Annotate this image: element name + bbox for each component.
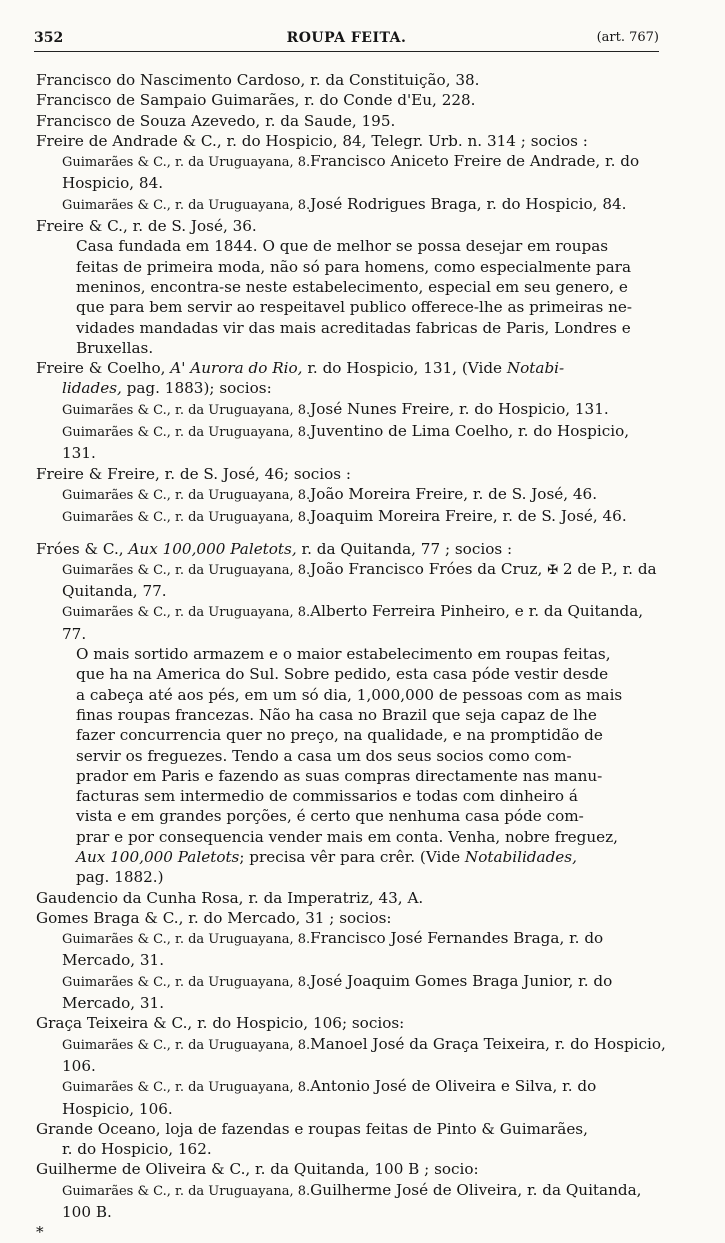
description-line: Casa fundada em 1844. O que de melhor se possa desejar em roupas	[76, 237, 609, 256]
partner-line	[62, 151, 666, 194]
partner-marker: Guimarães & C., r. da Uruguayana, 8.	[62, 562, 311, 578]
partner-text: Alberto Ferreira Pinheiro, e r. da Quitanda, 77.	[62, 602, 644, 643]
entry-name: Fróes & C.,	[36, 539, 124, 558]
partner-text: Manoel José da Graça Teixeira, r. do Hospicio, 106.	[62, 1034, 666, 1075]
partner-marker: Guimarães & C., r. da Uruguayana, 8.	[62, 197, 311, 213]
partner-text: José Joaquim Gomes Braga Junior, r. do Mercado, 31.	[62, 971, 613, 1013]
description-line: meninos, encontra-se neste estabelecimento, especial em seu genero, e	[76, 277, 628, 296]
entry: Gomes Braga & C., r. do Mercado, 31 ; socios:	[36, 908, 392, 927]
reference-title: lidades,	[62, 379, 122, 398]
partner-line	[62, 421, 666, 464]
article-reference: (art. 767)	[596, 30, 659, 45]
description-line: pag. 1882.)	[76, 868, 164, 887]
partner-text: João Moreira Freire, r. de S. José, 46.	[310, 484, 598, 503]
partner-text: José Rodrigues Braga, r. do Hospicio, 84.	[310, 194, 627, 213]
partner-marker: Guimarães & C., r. da Uruguayana, 8.	[62, 425, 311, 441]
partner-text: João Francisco Fróes da Cruz,	[310, 559, 543, 578]
partner-text: Juventino de Lima Coelho, r. do Hospicio, 131.	[62, 422, 630, 463]
description-line: feitas de primeira moda, não só para homens, como especialmente para	[76, 257, 631, 276]
entry: Francisco de Souza Azevedo, r. da Saude, 195.	[36, 111, 396, 130]
cross-symbol: ✠	[547, 562, 559, 578]
partner-marker: Guimarães & C., r. da Uruguayana, 8.	[62, 402, 311, 418]
page-content	[36, 70, 666, 1243]
description-line: vidades mandadas vir das mais acreditadas fabricas de Paris, Londres e	[76, 318, 631, 337]
description-line: facturas sem intermedio de commissarios e todas com dinheiro á	[76, 787, 578, 806]
partner-marker: Guimarães & C., r. da Uruguayana, 8.	[62, 1037, 311, 1053]
partner-line	[62, 484, 666, 506]
partner-marker: Guimarães & C., r. da Uruguayana, 8.	[62, 1183, 311, 1199]
partner-marker: Guimarães & C., r. da Uruguayana, 8.	[62, 605, 311, 621]
header-rule	[34, 51, 659, 52]
partner-marker: Guimarães & C., r. da Uruguayana, 8.	[62, 155, 311, 171]
entry: Freire & Freire, r. de S. José, 46; socios :	[36, 464, 352, 483]
shop-name: A' Aurora do Rio,	[170, 359, 303, 378]
description-line: vista e em grandes porções, é certo que nenhuma casa póde com-	[76, 807, 584, 826]
description-line: O mais sortido armazem e o maior estabelecimento em roupas feitas,	[76, 645, 611, 664]
page-number: 352	[34, 30, 64, 46]
partner-marker: Guimarães & C., r. da Uruguayana, 8.	[62, 932, 311, 948]
entry	[36, 539, 666, 559]
partner-text: Guilherme José de Oliveira, r. da Quitanda, 100 B.	[62, 1180, 642, 1222]
partner-marker: Guimarães & C., r. da Uruguayana, 8.	[62, 510, 311, 526]
entry: Guilherme de Oliveira & C., r. da Quitanda, 100 B ; socio:	[36, 1160, 479, 1179]
entry-address: r. do Hospicio, 131, (Vide	[307, 359, 503, 378]
partner-line	[62, 194, 666, 216]
partner-line	[62, 971, 666, 1014]
partner-line	[62, 506, 666, 528]
partner-line	[62, 559, 666, 602]
shop-name: Aux 100,000 Paletots	[76, 847, 240, 866]
entry-address: r. da Quitanda, 77 ; socios :	[301, 539, 513, 558]
entry: Freire de Andrade & C., r. do Hospicio, 84, Telegr. Urb. n. 314 ; socios :	[36, 131, 588, 150]
entry: Grande Oceano, loja de fazendas e roupas feitas de Pinto & Guimarães,	[36, 1119, 588, 1138]
partner-text: Joaquim Moreira Freire, r. de S. José, 46.	[310, 507, 627, 526]
reference-title: Notabi-	[506, 359, 565, 378]
entry: Francisco de Sampaio Guimarães, r. do Conde d'Eu, 228.	[36, 91, 476, 110]
partner-line	[62, 1034, 666, 1077]
entry: Freire & C., r. de S. José, 36.	[36, 217, 257, 236]
entry-continuation	[62, 378, 666, 398]
partner-marker: Guimarães & C., r. da Uruguayana, 8.	[62, 974, 311, 990]
partner-line	[62, 928, 666, 971]
partner-marker: Guimarães & C., r. da Uruguayana, 8.	[62, 487, 311, 503]
description-line: prar e por consequencia vender mais em conta. Venha, nobre freguez,	[76, 827, 618, 846]
entry: Francisco do Nascimento Cardoso, r. da Constituição, 38.	[36, 71, 480, 89]
description-block	[36, 644, 666, 888]
partner-line	[62, 1076, 666, 1119]
description-line: servir os freguezes. Tendo a casa um dos seus socios como com-	[76, 746, 572, 765]
partner-text: Antonio José de Oliveira e Silva, r. do Hospicio, 106.	[62, 1077, 597, 1118]
description-line: fazer concurrencia quer no preço, na qualidade, e na promptidão de	[76, 726, 603, 745]
description-line: prador em Paris e fazendo as suas compras directamente nas manu-	[76, 766, 603, 785]
description-line: a cabeça até aos pés, em um só dia, 1,000,000 de pessoas com as mais	[76, 685, 623, 704]
partner-line	[62, 601, 666, 644]
description-line	[76, 847, 666, 867]
entry-name: Freire & Coelho,	[36, 359, 166, 378]
shop-name: Aux 100,000 Paletots,	[128, 539, 297, 558]
page-title: ROUPA FEITA.	[286, 30, 407, 46]
partner-line	[62, 1180, 666, 1223]
partner-text: 2 de P., r. da Quitanda, 77.	[62, 559, 657, 601]
partner-text: Francisco Aniceto Freire de Andrade, r. do Hospicio, 84.	[62, 152, 640, 193]
description-block	[36, 236, 666, 358]
description-line: que para bem servir ao respeitavel publico offerece-lhe as primeiras ne-	[76, 298, 633, 317]
entry: Gaudencio da Cunha Rosa, r. da Imperatriz, 43, A.	[36, 888, 424, 907]
reference-title: Notabilidades,	[464, 847, 577, 866]
description-text: ; precisa vêr para crêr. (Vide	[239, 847, 461, 866]
partner-text: Francisco José Fernandes Braga, r. do Mercado, 31.	[62, 929, 604, 970]
description-line: finas roupas francezas. Não ha casa no Brazil que seja capaz de lhe	[76, 705, 597, 724]
description-line: Bruxellas.	[76, 338, 154, 357]
description-line: que ha na America do Sul. Sobre pedido, esta casa póde vestir desde	[76, 665, 609, 684]
partner-marker: Guimarães & C., r. da Uruguayana, 8.	[62, 1080, 311, 1096]
partner-line	[62, 399, 666, 421]
entry: *	[36, 1223, 44, 1242]
entry-continuation: r. do Hospicio, 162.	[62, 1140, 212, 1159]
page-header	[34, 30, 659, 50]
entry	[36, 358, 666, 378]
partner-text: José Nunes Freire, r. do Hospicio, 131.	[310, 399, 609, 418]
entry: Graça Teixeira & C., r. do Hospicio, 106; socios:	[36, 1014, 405, 1033]
reference-page: pag. 1883); socios:	[126, 379, 272, 398]
